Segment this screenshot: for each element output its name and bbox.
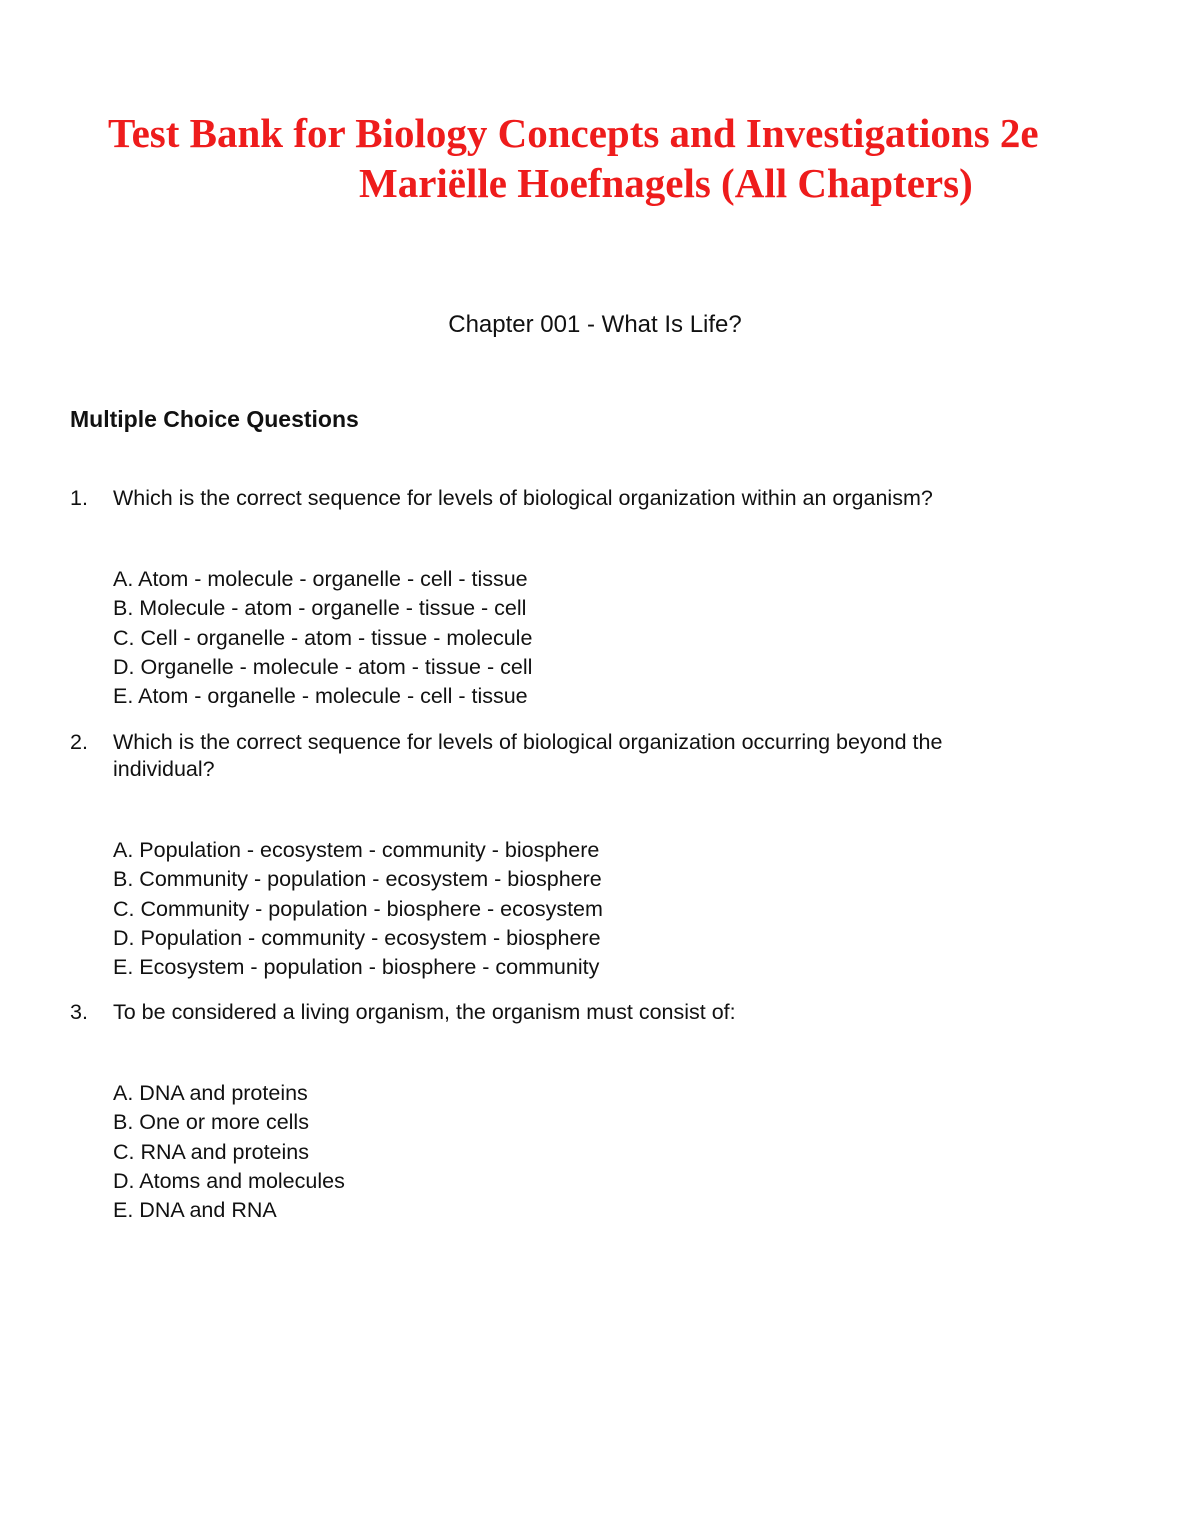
answer-option-c: C. RNA and proteins — [113, 1139, 309, 1164]
answer-option-b: B. Molecule - atom - organelle - tissue - cell — [113, 596, 527, 621]
answer-option-b: B. Community - population - ecosystem - biosphere — [113, 867, 602, 892]
section-heading: Multiple Choice Questions — [70, 406, 359, 432]
answer-option-e: E. DNA and RNA — [113, 1198, 277, 1223]
question-stem — [70, 999, 1030, 1026]
question-1 — [70, 485, 1030, 711]
answer-option-d: D. Organelle - molecule - atom - tissue - cell — [113, 654, 533, 679]
question-text: Which is the correct sequence for levels of biological organization occurring beyond the individual? — [113, 730, 943, 781]
question-number: 2. — [70, 730, 88, 754]
answer-option-e: E. Atom - organelle - molecule - cell - tissue — [113, 684, 528, 709]
answer-options — [70, 836, 1030, 982]
answer-option-e: E. Ecosystem - population - biosphere - community — [113, 955, 600, 980]
document-title-line-1: Test Bank for Biology Concepts and Investigations 2e — [108, 110, 1039, 156]
answer-option-a: A. Population - ecosystem - community - biosphere — [113, 838, 600, 862]
answer-option-c: C. Community - population - biosphere - ecosystem — [113, 896, 603, 921]
answer-option-a: A. Atom - molecule - organelle - cell - tissue — [113, 567, 528, 591]
chapter-title: Chapter 001 - What Is Life? — [448, 311, 742, 338]
question-stem — [70, 729, 1030, 783]
question-text: To be considered a living organism, the organism must consist of: — [113, 1000, 736, 1024]
question-2 — [70, 729, 1030, 982]
answer-options — [70, 565, 1030, 711]
question-number: 1. — [70, 486, 88, 510]
answer-option-b: B. One or more cells — [113, 1110, 309, 1135]
answer-option-d: D. Population - community - ecosystem - biosphere — [113, 925, 601, 950]
question-stem — [70, 485, 1030, 512]
document-title-line-2: Mariëlle Hoefnagels (All Chapters) — [359, 160, 973, 206]
answer-option-a: A. DNA and proteins — [113, 1081, 308, 1105]
answer-option-c: C. Cell - organelle - atom - tissue - molecule — [113, 625, 533, 650]
question-number: 3. — [70, 1000, 88, 1024]
question-text: Which is the correct sequence for levels of biological organization within an organism? — [113, 486, 933, 510]
answer-options — [70, 1079, 1030, 1225]
question-3 — [70, 999, 1030, 1225]
answer-option-d: D. Atoms and molecules — [113, 1168, 345, 1193]
